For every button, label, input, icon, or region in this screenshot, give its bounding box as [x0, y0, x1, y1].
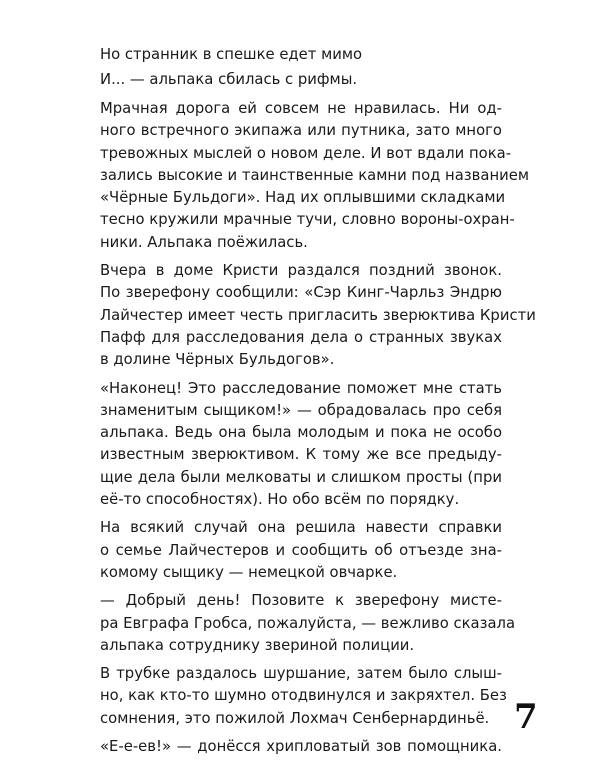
- text-line: её-то способностях). Но обо всём по порядку.: [100, 491, 460, 509]
- text-line: известным зверюктивом. К тому же все предыду-: [100, 446, 502, 464]
- text-line: альпака. Ведь она была молодым и пока не особо: [100, 424, 502, 442]
- paragraph-late-call: [86, 260, 536, 371]
- text-line: тесно кружили мрачные тучи, словно вороны-охран-: [100, 211, 515, 229]
- text-line: но, как кто-то шумно отодвинулся и закряхтел. Без: [100, 687, 507, 705]
- text-line: комому сыщику — немецкой овчарке.: [100, 563, 398, 581]
- paragraph-rustling: [86, 663, 507, 730]
- text-line: о семье Лайчестеров и сообщить об отъезде зна-: [100, 541, 502, 559]
- poem-line: И... — альпака сбилась с рифмы.: [100, 71, 358, 88]
- text-line: тревожных мыслей о новом деле. И вот вдали пока-: [100, 144, 512, 162]
- book-page-text: [86, 42, 536, 764]
- paragraph-inquiries: [86, 517, 502, 584]
- paragraph-dialogue-greeting: [86, 590, 516, 657]
- text-line: «Наконец! Это расследование поможет мне стать: [100, 379, 502, 397]
- text-line: Мрачная дорога ей совсем не нравилась. Ни од-: [100, 100, 502, 117]
- text-line: — Добрый день! Позовите к зверефону мисте-: [100, 592, 502, 610]
- text-line: в долине Чёрных Бульдогов».: [100, 351, 335, 369]
- paragraph-call-out: [86, 736, 502, 758]
- poem-stanza: [86, 42, 502, 92]
- text-line: Пафф для расследования дела о странных звуках: [100, 328, 502, 346]
- text-line: сомнения, это пожилой Лохмач Сенбернардиньё.: [100, 709, 490, 727]
- text-line: По зверефону сообщили: «Сэр Кинг-Чарльз Эндрю: [100, 284, 502, 302]
- text-line: альпака сотруднику звериной полиции.: [100, 636, 415, 654]
- text-line: В трубке раздалось шуршание, затем было слыш-: [100, 665, 502, 683]
- text-line: ра Евграфа Гробса, пожалуйста, — вежливо сказала: [100, 614, 516, 632]
- text-line: щие дела были мелковаты и слишком просты (при: [100, 468, 502, 486]
- text-line: Лайчестер имеет честь пригласить зверюктива Кристи: [100, 306, 536, 324]
- text-line: «Чёрные Бульдоги». Над их оплывшими складками: [100, 189, 506, 207]
- paragraph-famous-detective: [86, 378, 502, 512]
- poem-line: Но странник в спешке едет мимо: [100, 46, 363, 63]
- text-line: Вчера в доме Кристи раздался поздний звонок.: [100, 262, 502, 280]
- text-line: зались высокие и таинственные камни под названием: [100, 166, 530, 184]
- text-line: ного встречного экипажа или путника, зато много: [100, 122, 502, 140]
- paragraph-gloomy-road: [86, 98, 530, 254]
- text-line: «Е-е-ев!» — донёсся хрипловатый зов помощника.: [100, 738, 502, 756]
- text-line: ники. Альпака поёжилась.: [100, 233, 308, 251]
- text-line: знаменитым сыщиком!» — обрадовалась про себя: [100, 401, 502, 419]
- text-line: На всякий случай она решила навести справки: [100, 519, 502, 537]
- page-number: 7: [514, 697, 538, 737]
